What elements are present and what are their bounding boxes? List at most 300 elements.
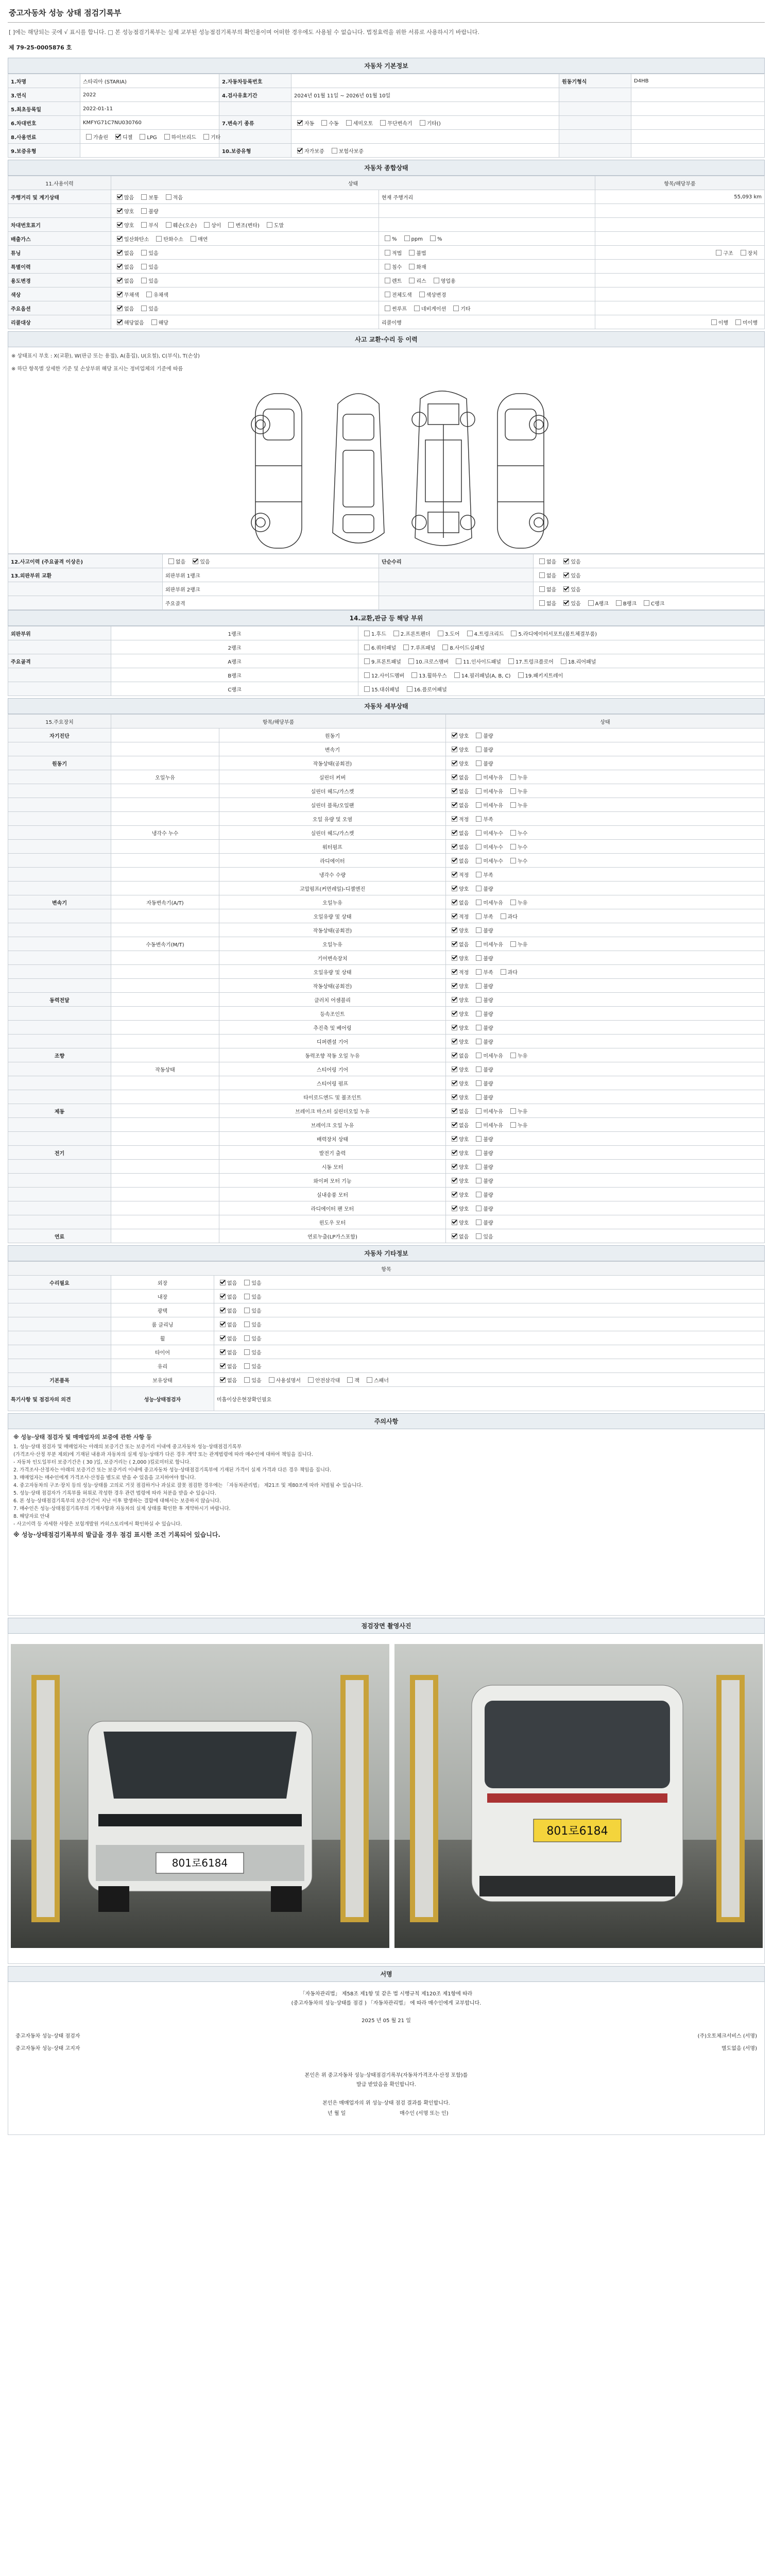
option: 누유 <box>507 1121 527 1129</box>
caution-line: (가격조사·산정 부분 제외)에 기재된 내용과 자동차의 실제 성능·상태가 다른 경우 계약 또는 관계법령에 따라 매수인에 대하여 책임을 집니다. <box>13 1452 313 1458</box>
detail-status <box>446 770 765 784</box>
damage-label-2 <box>379 582 534 596</box>
overall-value <box>595 274 765 287</box>
detail-subgroup <box>111 951 219 965</box>
checkbox-icon <box>140 134 145 140</box>
checkbox-icon <box>408 658 414 664</box>
document-notice: [ ]에는 해당되는 곳에 √ 표시를 합니다. □ 본 성능점검기록부는 실제 교부된 성능점검기록부의 확인용이며 어떠한 경우에도 사용될 수 없습니다. 법정효력을 위한 서류로 사용하시기 바랍니다. <box>9 29 479 36</box>
detail-status <box>446 1215 765 1229</box>
checkbox-icon <box>141 250 147 256</box>
damage-options-2 <box>534 568 765 582</box>
checkbox-icon <box>452 1080 457 1086</box>
extra-group <box>8 1359 111 1373</box>
option: 자동 <box>294 119 314 127</box>
parts-rank: C랭크 <box>111 682 358 696</box>
extra-item: 룸 클리닝 <box>111 1317 214 1331</box>
checkbox-icon <box>141 306 147 311</box>
checkbox-icon <box>141 278 147 283</box>
checkbox-icon <box>476 913 482 919</box>
basic-label <box>219 130 291 144</box>
checkbox-icon <box>476 1122 482 1128</box>
detail-row <box>8 756 765 770</box>
checkbox-icon <box>297 148 303 154</box>
option: 없음 <box>449 899 469 906</box>
option: ppm <box>401 235 423 242</box>
option: 과다 <box>497 968 518 976</box>
section-sign-title: 서명 <box>8 1966 765 1982</box>
checkbox-icon <box>452 1150 457 1156</box>
detail-status <box>446 979 765 993</box>
checkbox-icon <box>510 1053 516 1058</box>
option: 부족 <box>473 968 493 976</box>
checkbox-icon <box>220 1363 226 1369</box>
detail-status <box>446 1188 765 1201</box>
parts-items <box>358 640 765 654</box>
option: 적음 <box>163 193 183 201</box>
section-extra-title: 자동차 기타정보 <box>8 1245 765 1261</box>
detail-item: 브레이크 마스터 실린더오일 누유 <box>219 1104 446 1118</box>
detail-item: 클러치 어셈블리 <box>219 993 446 1007</box>
checkbox-icon <box>741 250 746 256</box>
extra-item: 타이어 <box>111 1345 214 1359</box>
option: 있음 <box>241 1334 261 1342</box>
option: 디젤 <box>112 133 132 141</box>
checkbox-icon <box>220 1294 226 1299</box>
parts-group <box>8 682 111 696</box>
damage-options-2 <box>534 582 765 596</box>
checkbox-icon <box>452 983 457 989</box>
option: 누유 <box>507 940 527 948</box>
basic-value: 2024년 01월 11일 ~ 2026년 01월 10일 <box>291 88 559 102</box>
detail-row <box>8 979 765 993</box>
option: 매연 <box>187 235 208 243</box>
checkbox-icon <box>385 264 390 269</box>
basic-label: 6.차대번호 <box>8 116 80 130</box>
checkbox-icon <box>452 830 457 836</box>
section-overall-title: 자동차 종합상태 <box>8 160 765 176</box>
option: 하이브리드 <box>161 133 196 141</box>
option: 미세누유 <box>473 773 503 781</box>
detail-item: 실린더 커버 <box>219 770 446 784</box>
option: 화재 <box>406 263 426 270</box>
basic-value <box>80 144 219 158</box>
signature-block <box>8 1982 765 2135</box>
option: 잭 <box>344 1376 359 1384</box>
option: 불량 <box>473 1163 493 1171</box>
detail-group <box>8 1132 111 1146</box>
option: 없음 <box>449 773 469 781</box>
checkbox-icon <box>117 208 123 214</box>
detail-status <box>446 1201 765 1215</box>
checkbox-icon <box>244 1363 250 1369</box>
checkbox-icon <box>476 1219 482 1225</box>
checkbox-icon <box>452 1108 457 1114</box>
option: 있음 <box>560 585 580 593</box>
checkbox-icon <box>711 319 717 325</box>
checkbox-icon <box>452 802 457 808</box>
basic-value <box>291 116 559 130</box>
checkbox-icon <box>510 941 516 947</box>
checkbox-icon <box>452 1219 457 1225</box>
damage-row <box>8 596 765 610</box>
checkbox-icon <box>452 760 457 766</box>
checkbox-icon <box>476 760 482 766</box>
detail-status <box>446 1132 765 1146</box>
extra-row <box>8 1276 765 1290</box>
checkbox-icon <box>735 319 741 325</box>
option: 있음 <box>138 304 158 312</box>
extra-row <box>8 1345 765 1359</box>
detail-row <box>8 965 765 979</box>
option: 미세누수 <box>473 829 503 837</box>
damage-options: 외판부위 1랭크 <box>163 568 379 582</box>
option: 3.도어 <box>435 630 460 637</box>
checkbox-icon <box>244 1321 250 1327</box>
opinion-label: 특기사항 및 점검자의 의견 <box>8 1387 111 1411</box>
checkbox-icon <box>385 278 390 283</box>
detail-group: 조향 <box>8 1048 111 1062</box>
checkbox-icon <box>168 558 174 564</box>
option: 해당 <box>148 318 168 326</box>
checkbox-icon <box>117 194 123 200</box>
overall-row <box>8 315 765 329</box>
basic-label: 10.보증유형 <box>219 144 291 158</box>
caution-line: - 자동차 인도일부터 보증기간은 ( 30 )일, 보증거리는 ( 2,000 )킬로미터로 합니다. <box>13 1460 191 1465</box>
front-plate: 801로6184 <box>171 1857 228 1869</box>
detail-status-table <box>8 714 765 1243</box>
checkbox-icon <box>385 235 390 241</box>
option: 있음 <box>241 1279 261 1286</box>
option: 있음 <box>241 1376 261 1384</box>
checkbox-icon <box>452 1136 457 1142</box>
overall-extra <box>379 301 595 315</box>
option: 미세누유 <box>473 1121 503 1129</box>
detail-item: 윈도우 모터 <box>219 1215 446 1229</box>
option: 6.쿼터패널 <box>361 643 396 651</box>
checkbox-icon <box>539 600 545 606</box>
option: 불량 <box>138 207 158 215</box>
detail-status <box>446 728 765 742</box>
extra-info-table <box>8 1261 765 1411</box>
caution-block <box>8 1429 765 1616</box>
option: 불법 <box>406 249 426 257</box>
overall-options <box>111 204 379 218</box>
checkbox-icon <box>117 236 123 242</box>
checkbox-icon <box>430 235 436 241</box>
checkbox-icon <box>452 969 457 975</box>
option: 색상변경 <box>416 291 446 298</box>
option: 있음 <box>473 1232 493 1240</box>
overall-header-usage: 11.사용이력 <box>8 176 111 190</box>
option: 양호 <box>449 926 469 934</box>
confirm-line2: 발급 받았음을 확인합니다. <box>356 2082 416 2088</box>
detail-status <box>446 1021 765 1035</box>
checkbox-icon <box>220 1280 226 1285</box>
checkbox-icon <box>117 292 123 297</box>
rear-plate: 801로6184 <box>546 1825 608 1838</box>
detail-row <box>8 1201 765 1215</box>
option: 15.대쉬패널 <box>361 685 400 693</box>
detail-status <box>446 868 765 882</box>
checkbox-icon <box>385 250 390 256</box>
option: 네비게이션 <box>411 304 446 312</box>
overall-value <box>595 315 765 329</box>
basic-info-table <box>8 74 765 158</box>
checkbox-icon <box>510 1108 516 1114</box>
checkbox-icon <box>508 658 514 664</box>
detail-row <box>8 1174 765 1188</box>
checkbox-icon <box>364 645 370 650</box>
checkbox-icon <box>476 1053 482 1058</box>
checkbox-icon <box>403 645 409 650</box>
checkbox-icon <box>141 264 147 269</box>
option: 보통 <box>138 193 158 201</box>
section-basic-title: 자동차 기본정보 <box>8 58 765 74</box>
option: 있음 <box>560 571 580 579</box>
option: 없음 <box>217 1279 237 1286</box>
detail-subgroup <box>111 728 219 742</box>
caution-line: 8. 해당자료 안내 <box>13 1514 50 1519</box>
basic-label <box>559 144 631 158</box>
option: 불량 <box>473 1024 493 1031</box>
option: 안전삼각대 <box>305 1376 340 1384</box>
option: 없음 <box>536 599 556 607</box>
option: 없음 <box>114 304 134 312</box>
photo-area <box>8 1634 765 1964</box>
extra-group <box>8 1345 111 1359</box>
damage-label-2: 단순수리 <box>379 554 534 568</box>
detail-subgroup <box>111 868 219 882</box>
damage-options-2 <box>534 596 765 610</box>
option: 탄화수소 <box>153 235 183 243</box>
checkbox-icon <box>476 927 482 933</box>
section-photos-title: 점검장면 촬영사진 <box>8 1618 765 1634</box>
option: 없음 <box>217 1293 237 1300</box>
option: 양호 <box>449 982 469 990</box>
basic-value: 스타리아 (STARIA) <box>80 74 219 88</box>
detail-group <box>8 1007 111 1021</box>
checkbox-icon <box>452 1192 457 1197</box>
rear-photo <box>394 1644 773 1948</box>
checkbox-icon <box>510 774 516 780</box>
checkbox-icon <box>476 844 482 850</box>
overall-extra <box>379 232 595 246</box>
checkbox-icon <box>452 1053 457 1058</box>
overall-label: 주행거리 및 계기상태 <box>8 190 111 204</box>
overall-row <box>8 232 765 246</box>
basic-value <box>291 102 559 116</box>
option: 렌트 <box>382 277 402 284</box>
detail-status <box>446 951 765 965</box>
checkbox-icon <box>117 264 123 269</box>
option: 미세누수 <box>473 857 503 865</box>
option: 미세누유 <box>473 787 503 795</box>
detail-subgroup <box>111 1215 219 1229</box>
checkbox-icon <box>452 844 457 850</box>
option: 없음 <box>449 857 469 865</box>
detail-row <box>8 798 765 812</box>
option: 미세누유 <box>473 1107 503 1115</box>
option: 누유 <box>507 1107 527 1115</box>
checkbox-icon <box>204 222 210 228</box>
option: 불량 <box>473 1177 493 1184</box>
damage-options: 외판부위 2랭크 <box>163 582 379 596</box>
overall-extra <box>379 218 595 232</box>
detail-subgroup: 냉각수 누수 <box>111 826 219 840</box>
option: 기타 <box>450 304 470 312</box>
option: 없음 <box>449 1107 469 1115</box>
overall-value: 55,093 km <box>595 190 765 204</box>
basic-label: 5.최초등록일 <box>8 102 80 116</box>
detail-row <box>8 1118 765 1132</box>
caution-line: - 사고이력 등 자세한 사항은 보험개발원 카히스토리에서 확인하실 수 있습니다. <box>13 1521 182 1527</box>
option: 적정 <box>449 815 469 823</box>
detail-row <box>8 742 765 756</box>
basic-label: 9.보증유형 <box>8 144 80 158</box>
basic-label: 2.자동차등록번호 <box>219 74 291 88</box>
checkbox-icon <box>510 844 516 850</box>
detail-status <box>446 993 765 1007</box>
option: 없음 <box>217 1348 237 1356</box>
diagram-left-side <box>251 394 302 548</box>
checkbox-icon <box>476 886 482 891</box>
detail-subgroup <box>111 1035 219 1048</box>
option: 누수 <box>507 857 527 865</box>
caution-line: 7. 매수인은 성능·상태점검기록부의 기재사항과 자동차의 실제 상태를 확인한 후 계약하시기 바랍니다. <box>13 1506 231 1512</box>
detail-group <box>8 784 111 798</box>
parts-row <box>8 640 765 654</box>
option: 없음 <box>217 1362 237 1370</box>
option: 미세누수 <box>473 843 503 851</box>
buyer-date: 년 월 일 <box>328 2111 346 2116</box>
damage-label <box>8 596 163 610</box>
checkbox-icon <box>476 1150 482 1156</box>
detail-status <box>446 882 765 895</box>
parts-row <box>8 682 765 696</box>
caution-line: 3. 매매업자는 매수인에게 가격조사·산정을 별도로 받을 수 있음을 고지하여야 합니다. <box>13 1475 196 1481</box>
checkbox-icon <box>510 900 516 905</box>
detail-item: 실린더 헤드/가스켓 <box>219 826 446 840</box>
damage-legend-note: ※ 하단 항목별 상세한 기준 및 손상부위 해당 표시는 정비업체의 기준에 따름 <box>11 366 183 372</box>
option: 부족 <box>473 815 493 823</box>
option: 세미오토 <box>343 119 373 127</box>
option: 9.프론트패널 <box>361 657 401 665</box>
extra-row <box>8 1331 765 1345</box>
overall-label: 색상 <box>8 287 111 301</box>
damage-label: 13.외판부위 교환 <box>8 568 163 582</box>
basic-value: 2022-01-11 <box>80 102 219 116</box>
document-title: 중고자동차 성능 상태 점검기록부 <box>8 4 765 23</box>
checkbox-icon <box>452 872 457 877</box>
detail-row <box>8 854 765 868</box>
detail-item: 원동기 <box>219 728 446 742</box>
parts-group <box>8 640 111 654</box>
option: 리스 <box>406 277 426 284</box>
option: 1.후드 <box>361 630 386 637</box>
detail-row <box>8 1132 765 1146</box>
basic-label: 1.차명 <box>8 74 80 88</box>
detail-row <box>8 784 765 798</box>
basic-label: 3.연식 <box>8 88 80 102</box>
option: 해당없음 <box>114 318 144 326</box>
rear-photo-svg <box>394 1644 763 1948</box>
checkbox-icon <box>453 306 459 311</box>
section-detail-title: 자동차 세부상태 <box>8 698 765 714</box>
basic-value: KMFYG71C7NU030760 <box>80 116 219 130</box>
checkbox-icon <box>308 1377 314 1383</box>
checkbox-icon <box>452 886 457 891</box>
option: 양호 <box>449 1065 469 1073</box>
overall-options <box>111 232 379 246</box>
checkbox-icon <box>244 1294 250 1299</box>
option: 전체도색 <box>382 291 412 298</box>
option: 14.필러패널(A, B, C) <box>451 671 511 679</box>
detail-status <box>446 909 765 923</box>
option: 사용설명서 <box>266 1376 301 1384</box>
checkbox-icon <box>452 1039 457 1044</box>
detail-subgroup <box>111 1118 219 1132</box>
checkbox-icon <box>510 802 516 808</box>
detail-item: 변속기 <box>219 742 446 756</box>
overall-options <box>111 274 379 287</box>
checkbox-icon <box>452 913 457 919</box>
detail-item: 고압펌프(커먼레일)-디젤엔진 <box>219 882 446 895</box>
checkbox-icon <box>510 858 516 863</box>
detail-item: 스티어링 펌프 <box>219 1076 446 1090</box>
detail-status <box>446 923 765 937</box>
document-number: 제 79-25-0005876 호 <box>9 44 72 51</box>
damage-diagram-box <box>8 347 765 554</box>
option: 양호 <box>449 745 469 753</box>
checkbox-icon <box>518 672 524 678</box>
checkbox-icon <box>141 194 147 200</box>
damage-label-2 <box>379 596 534 610</box>
opinion-value: 미흡이상은현장확인필요 <box>214 1387 765 1411</box>
checkbox-icon <box>452 1066 457 1072</box>
option: 없음 <box>165 557 185 565</box>
detail-status <box>446 784 765 798</box>
detail-row <box>8 728 765 742</box>
option: % <box>382 235 397 242</box>
extra-status <box>214 1290 765 1303</box>
overall-value <box>595 218 765 232</box>
detail-item: 타이로드엔드 및 볼조인트 <box>219 1090 446 1104</box>
option: 장치 <box>737 249 758 257</box>
detail-subgroup <box>111 882 219 895</box>
checkbox-icon <box>476 830 482 836</box>
detail-item: 와이퍼 모터 기능 <box>219 1174 446 1188</box>
detail-row <box>8 937 765 951</box>
option: 양호 <box>449 1024 469 1031</box>
option: 양호 <box>449 759 469 767</box>
option: 누유 <box>507 1052 527 1059</box>
detail-item: 작동상태(공회전) <box>219 923 446 937</box>
detail-item: 실내송풍 모터 <box>219 1188 446 1201</box>
detail-status <box>446 1090 765 1104</box>
checkbox-icon <box>452 1233 457 1239</box>
overall-value <box>595 260 765 274</box>
checkbox-icon <box>414 306 420 311</box>
detail-subgroup <box>111 909 219 923</box>
overall-label: 배출가스 <box>8 232 111 246</box>
option: 없음 <box>449 829 469 837</box>
parts-items <box>358 668 765 682</box>
diagram-right-side <box>497 394 548 548</box>
parts-group <box>8 668 111 682</box>
option: 누수 <box>507 829 527 837</box>
overall-value <box>595 287 765 301</box>
option: 불량 <box>473 1218 493 1226</box>
